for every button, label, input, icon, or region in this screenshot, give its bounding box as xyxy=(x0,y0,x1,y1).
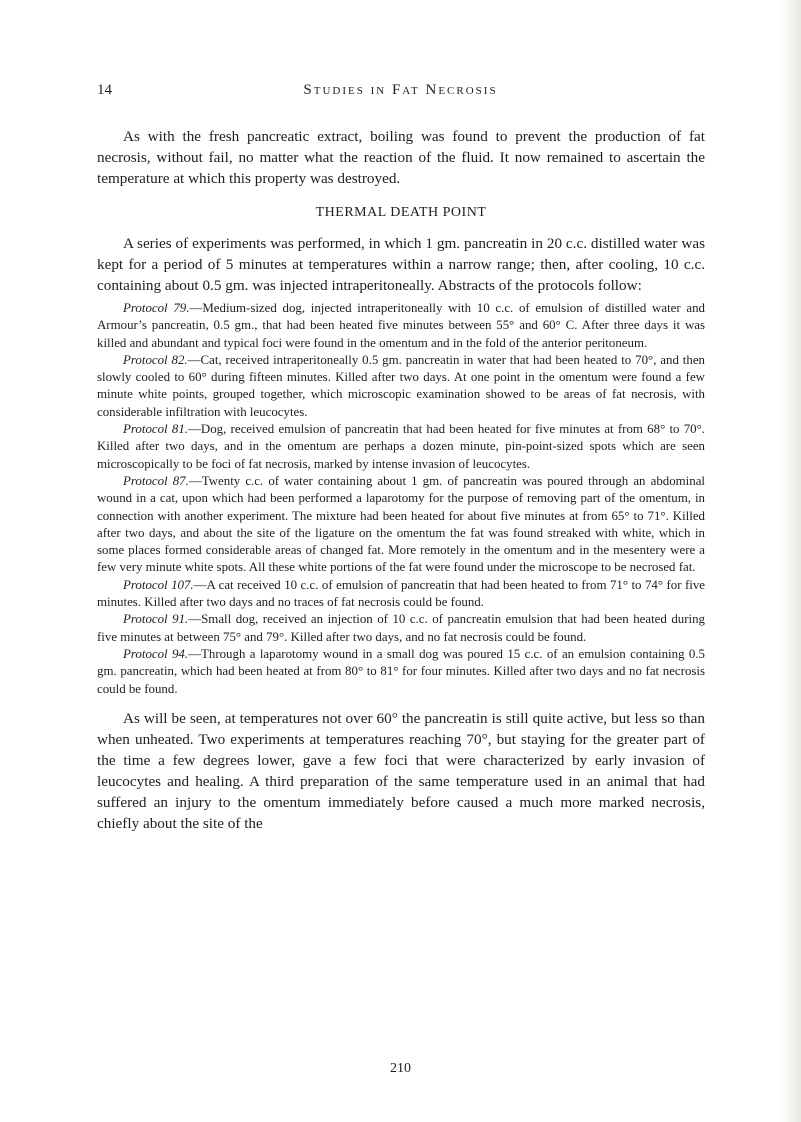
protocol-paragraph xyxy=(97,300,705,352)
protocol-text: —Dog, received emulsion of pancreatin that had been heated for five minutes at from 68° to 70°. Killed after two days, and in the omentum are perhaps a dozen minute, pin-point-sized spots which are seen microscopically to be foci of fat necrosis, marked by intense invasion of leucocytes. xyxy=(97,422,706,471)
page-header xyxy=(0,82,801,102)
running-title: Studies in Fat Necrosis xyxy=(303,82,498,98)
protocol-name: Protocol 82. xyxy=(123,352,188,367)
protocol-paragraph xyxy=(97,352,705,421)
section-heading: THERMAL DEATH POINT xyxy=(315,205,487,220)
protocol-name: Protocol 91. xyxy=(123,612,189,627)
conclusion-paragraph: As will be seen, at temperatures not over 60° the pancreatin is still quite active, but less so than when unheated. Two experiments at temperatures reaching 70°, but staying for the greater part of the time a few degrees lower, gave a few foci that were characterized by early invasion of leucocytes and healing. A third preparation of the same temperature used in an animal that had suffered an injury to the omentum immediately before caused a much more marked necrosis, chiefly about the site of the xyxy=(97,709,705,832)
page-number: 14 xyxy=(97,82,112,98)
protocol-paragraph xyxy=(97,473,705,577)
protocol-text: —Medium-sized dog, injected intraperitoneally with 10 c.c. of emulsion of distilled water and Armour’s pancreatin, 0.5 gm., that had been heated five minutes between 55° and 60° C. After three days it was killed and abundant and typical foci were found in the omentum and in the fold of the anterior peritoneum. xyxy=(97,301,706,350)
protocol-text: —Small dog, received an injection of 10 c.c. of pancreatin emulsion that had been heated during five minutes at between 75° and 79°. Killed after two days, and no fat necrosis could be found. xyxy=(97,612,705,644)
page-edge-shadow xyxy=(781,0,801,1122)
page-body xyxy=(97,126,705,834)
protocol-name: Protocol 79. xyxy=(123,301,190,315)
protocol-paragraph xyxy=(97,611,705,646)
protocol-text: —A cat received 10 c.c. of emulsion of pancreatin that had been heated to from 71° to 74° for five minutes. Killed after two days and no traces of fat necrosis could be found. xyxy=(97,577,705,610)
protocol-text: —Through a laparotomy wound in a small dog was poured 15 c.c. of an emulsion containing 0.5 gm. pancreatin, which had been heated at from 80° to 81° for four minutes. Killed after two days and no fat necrosis could be found. xyxy=(97,646,705,696)
protocol-paragraph xyxy=(97,646,705,698)
protocol-text: —Twenty c.c. of water containing about 1 gm. of pancreatin was poured through an abdominal wound in a cat, upon which had been performed a laparotomy for the purpose of removing part of the omentum, in connection with another experiment. The mixture had been heated for about five minutes at from 65° to 71°. Killed after two days, and about the site of the ligature on the omentum the fat was found streaked with white, which in some places formed considerable areas of changed fat. More remotely in the omentum and in the mesentery were a few very minute white spots. All these white portions of the fat were found under the microscope to be necrosed fat. xyxy=(97,473,706,575)
intro-paragraph: As with the fresh pancreatic extract, boiling was found to prevent the production of fat necrosis, without fail, no matter what the reaction of the fluid. It now remained to ascertain the temperature at which this property was destroyed. xyxy=(97,128,705,187)
section-intro-paragraph: A series of experiments was performed, in which 1 gm. pancreatin in 20 c.c. distilled water was kept for a period of 5 minutes at temperatures within a narrow range; then, after cooling, 10 c.c. containing about 0.5 gm. was injected intraperitoneally. Abstracts of the protocols follow: xyxy=(97,235,705,294)
protocol-name: Protocol 87. xyxy=(123,473,189,488)
protocol-paragraph xyxy=(97,421,705,473)
protocol-list xyxy=(97,300,705,698)
protocol-paragraph xyxy=(97,577,705,612)
protocol-name: Protocol 107. xyxy=(123,577,194,592)
protocol-text: —Cat, received intraperitoneally 0.5 gm. pancreatin in water that had been heated to 70°, and then slowly cooled to 60° during fifteen minutes. Killed after two days. At one point in the omentum were found a few minute white points, grouped together, which microscopic examination showed to be areas of fat necrosis, with considerable infiltration with leucocytes. xyxy=(97,352,706,419)
footer-page-number: 210 xyxy=(390,1061,411,1076)
protocol-name: Protocol 94. xyxy=(123,646,189,661)
protocol-name: Protocol 81. xyxy=(123,422,188,437)
